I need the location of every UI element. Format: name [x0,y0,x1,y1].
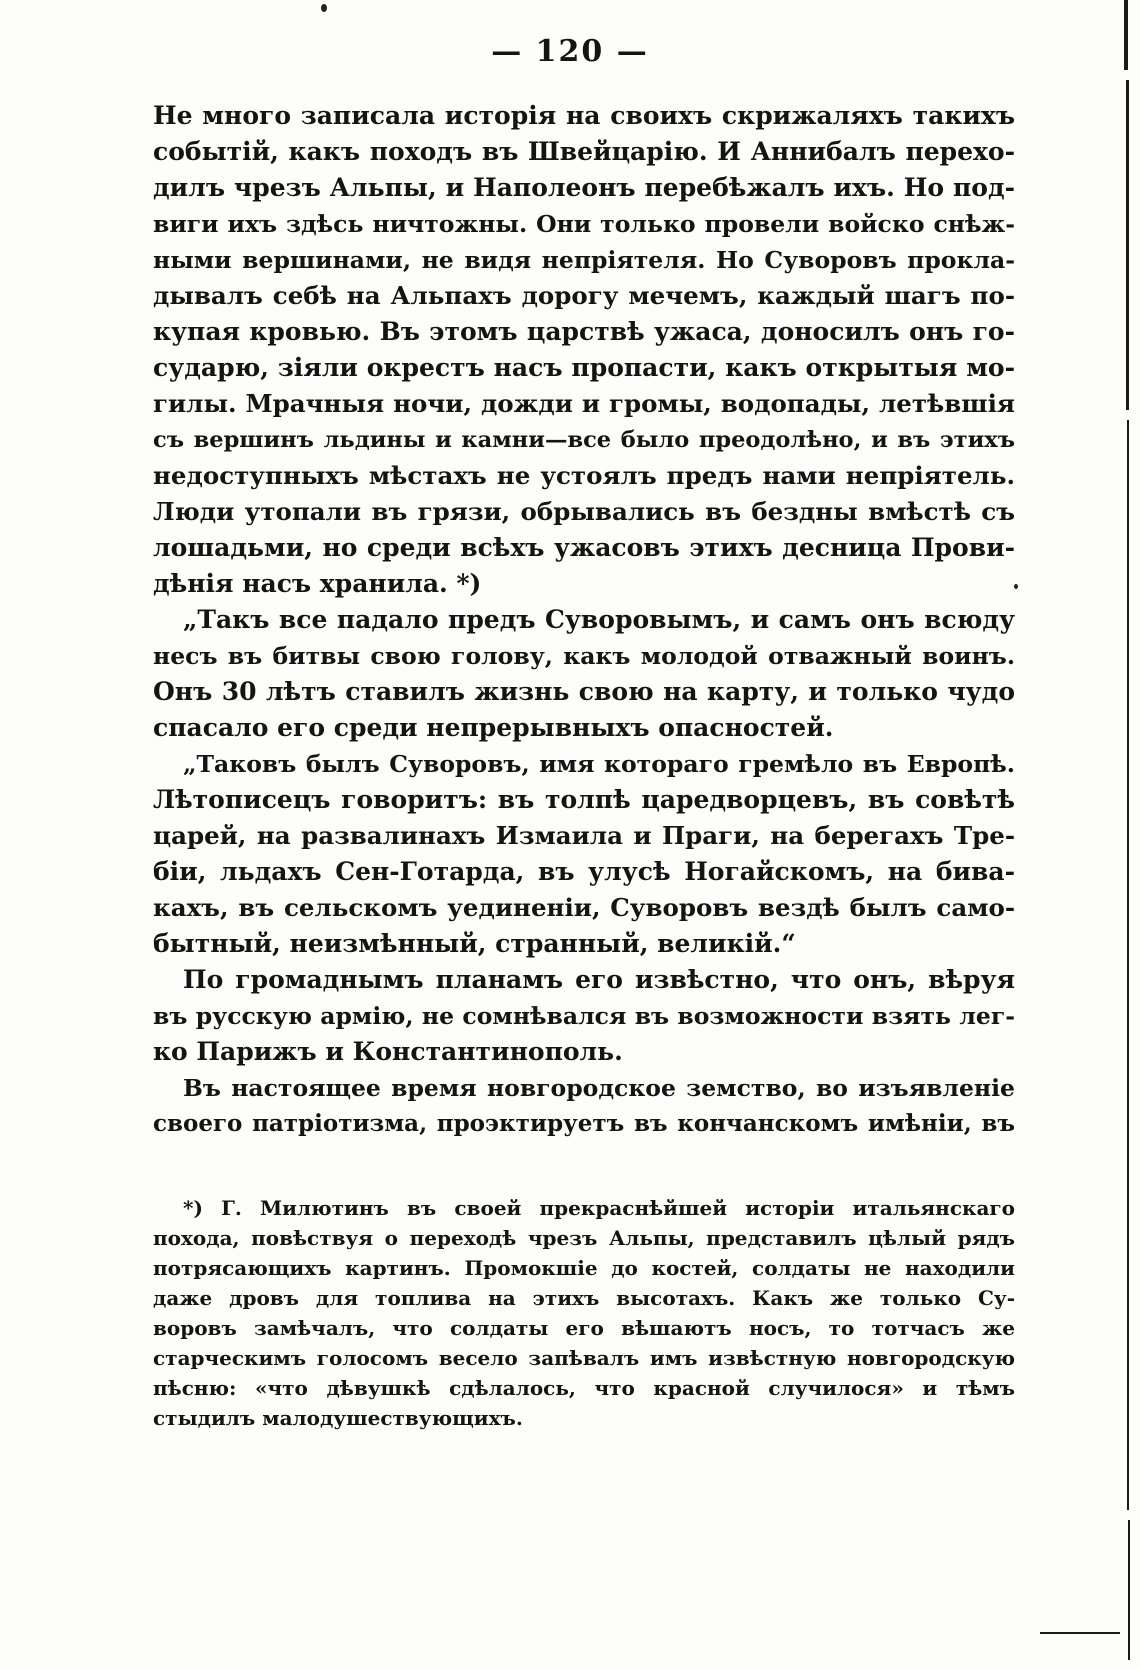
scan-edge-line [1126,80,1129,410]
text-line: несъ въ битвы свою голову, какъ молодой отважный воинъ. [153,642,1015,670]
text-line: лошадьми, но среди всѣхъ ужасовъ этихъ десница Прови- [153,533,1015,562]
footnote-line: похода, повѣствуя о переходѣ чрезъ Альпы, представилъ цѣлый рядъ [153,1226,1015,1250]
text-line: спасало его среди непрерывныхъ опасностей. [153,713,834,742]
footnote-line: *) Г. Милютинъ въ своей прекраснѣйшей исторіи итальянскаго [183,1196,1015,1220]
text-line: съ вершинъ льдины и камни—все было преодолѣно, и въ этихъ [153,427,1015,453]
footnote [153,1193,1015,1433]
text-line: Лѣтописецъ говоритъ: въ толпѣ царедворцевъ, въ совѣтѣ [153,785,1015,814]
text-line: бытный, неизмѣнный, странный, великій.“ [153,929,796,958]
text-line: въ русскую армію, не сомнѣвался въ возможности взять лег- [153,1002,1015,1030]
text-line: дывалъ себѣ на Альпахъ дорогу мечемъ, каждый шагъ по- [153,281,1015,310]
footnote-line: воровъ замѣчалъ, что солдаты его вѣшаютъ носъ, то тотчасъ же [153,1316,1015,1340]
text-line: „Такъ все падало предъ Суворовымъ, и самъ онъ всюду [183,605,1015,634]
text-line: Онъ 30 лѣтъ ставилъ жизнь свою на карту, и только чудо [153,677,1015,706]
text-line: событій, какъ походъ въ Швейцарію. И Аннибалъ перехо- [153,137,1015,166]
text-line: ко Парижъ и Константинополь. [153,1037,623,1066]
text-line: „Таковъ былъ Суворовъ, имя котораго гремѣло въ Европѣ. [183,750,1015,778]
text-line: сударю, зіяли окрестъ насъ пропасти, какъ открытыя мо- [153,353,1015,382]
text-line: По громаднымъ планамъ его извѣстно, что онъ, вѣруя [183,965,1015,994]
text-line: своего патріотизма, проэктируетъ въ кончанскомъ имѣніи, въ [153,1110,1015,1137]
scan-edge-line [1128,1520,1130,1660]
text-line: Не много записала исторія на своихъ скрижаляхъ такихъ [153,101,1015,130]
scan-edge-line [1127,420,1129,1510]
text-line: гилы. Мрачныя ночи, дожди и громы, водопады, летѣвшія [153,389,1015,418]
footnote-line: стыдилъ малодушествующихъ. [153,1406,523,1430]
text-line: біи, льдахъ Сен-Готарда, въ улусѣ Ногайскомъ, на бива- [153,857,1015,886]
text-line: дѣнія насъ хранила. *) [153,569,482,598]
scan-speck [321,4,327,12]
text-line: Въ настоящее время новгородское земство, во изъявленіе [183,1074,1015,1102]
text-line: купая кровью. Въ этомъ царствѣ ужаса, доносилъ онъ го- [153,317,1015,346]
page-number: — 120 — [491,34,649,69]
text-line: кахъ, въ сельскомъ уединеніи, Суворовъ вездѣ былъ само- [153,893,1015,922]
text-line: недоступныхъ мѣстахъ не устоялъ предъ нами непріятель. [153,461,1015,490]
footnote-line: старческимъ голосомъ весело запѣвалъ имъ извѣстную новгородскую [153,1346,1015,1370]
scan-edge-dash [1040,1632,1120,1634]
footnote-line: даже дровъ для топлива на этихъ высотахъ. Какъ же только Су- [153,1286,1015,1310]
text-line: Люди утопали въ грязи, обрывались въ бездны вмѣстѣ съ [153,497,1015,526]
main-text [153,98,1015,1142]
text-line: царей, на развалинахъ Измаила и Праги, на берегахъ Тре- [153,821,1015,850]
text-line: виги ихъ здѣсь ничтожны. Они только провели войско снѣж- [153,210,1015,238]
footnote-line: потрясающихъ картинъ. Промокшіе до костей, солдаты не находили [153,1256,1015,1280]
footnote-line: пѣсню: «что дѣвушкѣ сдѣлалось, что красной случилося» и тѣмъ [153,1376,1015,1400]
text-line: ными вершинами, не видя непріятеля. Но Суворовъ прокла- [153,246,1015,274]
text-line: дилъ чрезъ Альпы, и Наполеонъ перебѣжалъ ихъ. Но под- [153,173,1015,202]
